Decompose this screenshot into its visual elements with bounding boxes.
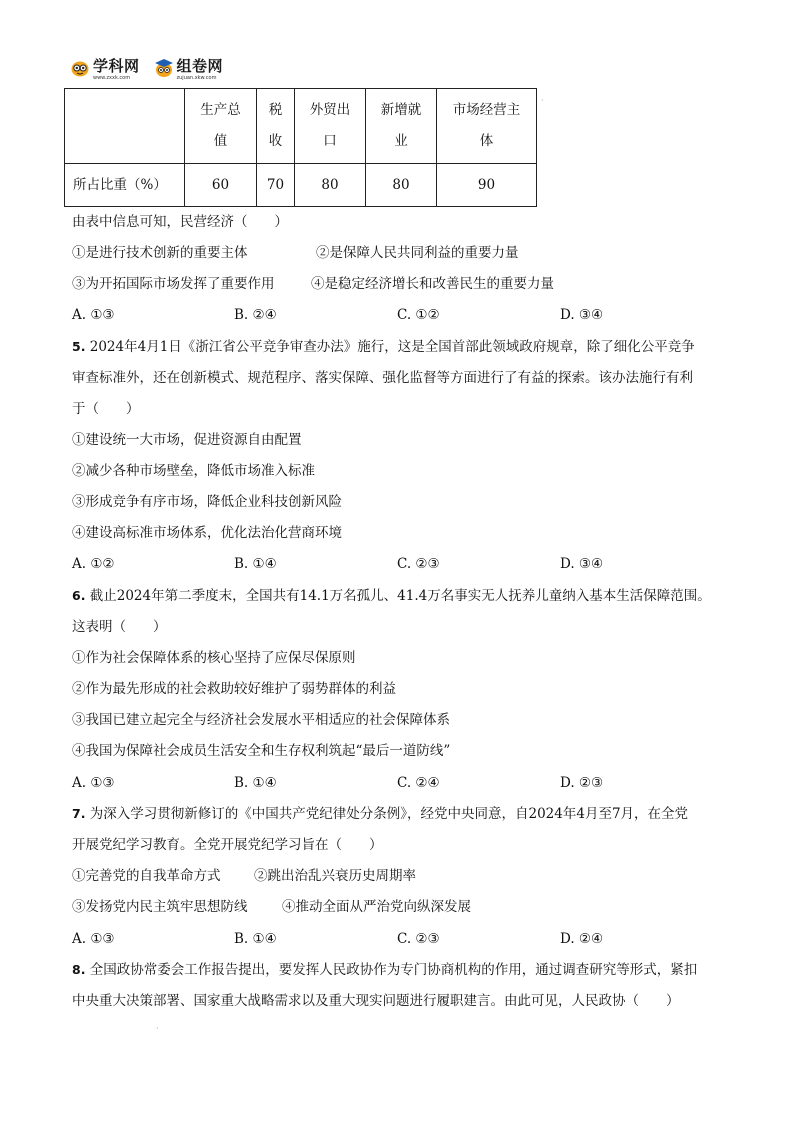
- table-row: [65, 164, 537, 207]
- brand2-url: zujuan.xkw.com: [176, 75, 217, 81]
- brand-logo-xuekewang: [70, 58, 140, 81]
- q6-stem-line-1: 6. 截止2024年第二季度末，全国共有14.1万名孤儿、41.4万名事实无人抚养儿童纳入基本生活保障范围。: [72, 588, 711, 604]
- q5-item-4: ④建设高标准市场体系，优化法治化营商环境: [72, 525, 342, 541]
- q8-stem-line-1: 8. 全国政协常委会工作报告提出，要发挥人民政协作为专门协商机构的作用，通过调查研究等形式，紧扣: [72, 962, 698, 978]
- q4-item-2: ②是保障人民共同利益的重要力量: [316, 245, 519, 261]
- q5-stem-line-2: 审查标准外，还在创新模式、规范程序、落实保障、强化监督等方面进行了有益的探索。该办法施行有利: [72, 370, 693, 386]
- q8-stem-line-2: 中央重大决策部署、国家重大战略需求以及重大现实问题进行履职建言。由此可见，人民政协（ ）: [72, 993, 680, 1009]
- owl-mascot-icon: [70, 58, 90, 78]
- q4-option-d[interactable]: D. ③④: [560, 307, 604, 323]
- q5-option-c[interactable]: C. ②③: [397, 556, 440, 572]
- table-header-row: [65, 89, 537, 164]
- brand1-name: 学科网: [93, 57, 140, 75]
- q7-option-d[interactable]: D. ②④: [560, 931, 604, 947]
- q7-option-a[interactable]: A. ①③: [72, 931, 115, 947]
- q7-option-c[interactable]: C. ②③: [397, 931, 440, 947]
- stray-mark: ·: [541, 96, 544, 105]
- q7-stem-line-1: 7. 为深入学习贯彻新修订的《中国共产党纪律处分条例》，经党中央同意，自2024年4月至7月，在全党: [72, 806, 689, 822]
- q6-option-a[interactable]: A. ①③: [72, 775, 115, 791]
- table-header-cell: 税收: [257, 89, 295, 164]
- table-cell: 70: [257, 164, 295, 207]
- table-row-label: 所占比重（%）: [65, 164, 185, 207]
- q5-stem-line-3: 于（ ）: [72, 401, 140, 417]
- q7-option-b[interactable]: B. ①④: [234, 931, 277, 947]
- table-cell: 60: [185, 164, 257, 207]
- table-cell: 80: [366, 164, 437, 207]
- q6-number: 6.: [72, 588, 86, 603]
- q5-item-3: ③形成竞争有序市场，降低企业科技创新风险: [72, 494, 342, 510]
- table-cell: 90: [437, 164, 537, 207]
- brand1-url: www.zxxk.com: [93, 75, 131, 81]
- q5-item-1: ①建设统一大市场，促进资源自由配置: [72, 432, 302, 448]
- q4-item-3: ③为开拓国际市场发挥了重要作用: [72, 276, 275, 292]
- q7-item-3: ③发扬党内民主筑牢思想防线: [72, 899, 248, 915]
- brand2-name: 组卷网: [176, 57, 224, 75]
- table-cell: 80: [295, 164, 366, 207]
- q7-number: 7.: [72, 806, 86, 821]
- q6-option-d[interactable]: D. ②③: [560, 775, 604, 791]
- q4-item-4: ④是稳定经济增长和改善民生的重要力量: [311, 276, 554, 292]
- q6-stem-line-2: 这表明（ ）: [72, 619, 167, 635]
- q6-item-4: ④我国为保障社会成员生活安全和生存权利筑起“最后一道防线”: [72, 743, 451, 759]
- q5-number: 5.: [72, 339, 86, 354]
- q4-option-b[interactable]: B. ②④: [234, 307, 277, 323]
- table-header-cell: 生产总值: [185, 89, 257, 164]
- q8-number: 8.: [72, 962, 86, 977]
- q5-stem-line-1: 5. 2024年4月1日《浙江省公平竞争审查办法》施行，这是全国首部此领域政府规章，除了细化公平竞争: [72, 339, 695, 355]
- q5-item-2: ②减少各种市场壁垒，降低市场准入标准: [72, 463, 315, 479]
- q7-item-1: ①完善党的自我革命方式: [72, 868, 221, 884]
- q5-option-b[interactable]: B. ①④: [234, 556, 277, 572]
- header-logo: [70, 58, 223, 81]
- table-header-cell: 新增就业: [366, 89, 437, 164]
- q7-stem-line-2: 开展党纪学习教育。全党开展党纪学习旨在（ ）: [72, 837, 383, 853]
- q6-option-b[interactable]: B. ①④: [234, 775, 277, 791]
- q5-option-a[interactable]: A. ①②: [72, 556, 115, 572]
- table-header-cell: 外贸出口: [295, 89, 366, 164]
- graduation-cap-mascot-icon: [154, 58, 174, 78]
- q4-stem: 由表中信息可知，民营经济（ ）: [72, 214, 288, 230]
- q4-item-1: ①是进行技术创新的重要主体: [72, 245, 248, 261]
- q4-option-c[interactable]: C. ①②: [397, 307, 440, 323]
- brand-logo-zujuanwang: [154, 58, 224, 81]
- table-header-cell: 市场经营主体: [437, 89, 537, 164]
- table-header-cell: [65, 89, 185, 164]
- q6-item-2: ②作为最先形成的社会救助较好维护了弱势群体的利益: [72, 681, 396, 697]
- q6-item-3: ③我国已建立起完全与经济社会发展水平相适应的社会保障体系: [72, 712, 450, 728]
- q4-option-a[interactable]: A. ①③: [72, 307, 115, 323]
- q7-item-4: ④推动全面从严治党向纵深发展: [282, 899, 471, 915]
- q6-item-1: ①作为社会保障体系的核心坚持了应保尽保原则: [72, 650, 356, 666]
- private-economy-share-table: [64, 88, 537, 207]
- q5-option-d[interactable]: D. ③④: [560, 556, 604, 572]
- q7-item-2: ②跳出治乱兴衰历史周期率: [254, 868, 416, 884]
- q6-option-c[interactable]: C. ②④: [397, 775, 440, 791]
- stray-mark: ·: [156, 1024, 159, 1033]
